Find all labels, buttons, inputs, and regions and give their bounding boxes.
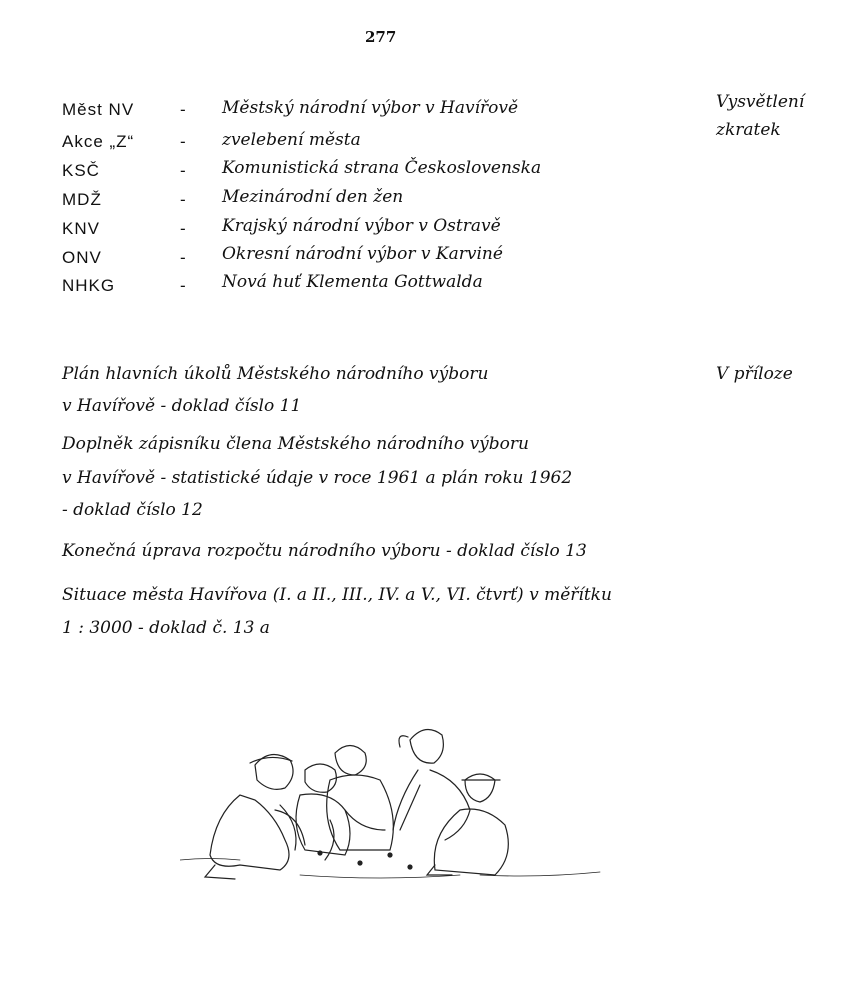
abbreviation: MDŽ: [62, 190, 102, 209]
dash: -: [180, 190, 186, 209]
dash: -: [180, 276, 186, 295]
abbreviation: KNV: [62, 219, 100, 238]
attachment-line: - doklad číslo 12: [62, 500, 203, 520]
abbreviation-meaning: Mezinárodní den žen: [222, 187, 404, 207]
abbreviation-meaning: Krajský národní výbor v Ostravě: [222, 216, 501, 236]
abbreviation: ONV: [62, 248, 102, 267]
abbreviation: Měst NV: [62, 100, 135, 119]
attachment-line: Konečná úprava rozpočtu národního výboru - doklad číslo 13: [62, 541, 587, 561]
abbreviation: KSČ: [62, 161, 100, 180]
side-note-abbreviations: Vysvětlení: [716, 92, 805, 112]
attachment-line: 1 : 3000 - doklad č. 13 a: [62, 618, 270, 638]
abbreviation-meaning: zvelebení města: [222, 130, 361, 150]
attachment-line: Doplněk zápisníku člena Městského národního výboru: [62, 434, 529, 454]
abbreviation-meaning: Městský národní výbor v Havířově: [222, 98, 519, 118]
abbreviation: NHKG: [62, 276, 116, 295]
side-note-abbreviations: zkratek: [716, 120, 781, 140]
abbreviation-meaning: Okresní národní výbor v Karviné: [222, 244, 503, 264]
abbreviation-meaning: Komunistická strana Československa: [222, 158, 542, 178]
dash: -: [180, 219, 186, 238]
attachment-line: v Havířově - statistické údaje v roce 1961 a plán roku 1962: [62, 468, 573, 488]
dash: -: [180, 248, 186, 267]
abbreviation-meaning: Nová huť Klementa Gottwalda: [222, 272, 483, 292]
side-note-attachments: V příloze: [716, 364, 793, 384]
dash: -: [180, 161, 186, 180]
abbreviation: Akce „Z“: [62, 132, 135, 151]
children-playing-marbles-illustration: [180, 725, 610, 890]
dash: -: [180, 132, 186, 151]
page-number: 277: [365, 28, 397, 46]
attachment-line: Plán hlavních úkolů Městského národního výboru: [62, 364, 489, 384]
dash: -: [180, 100, 186, 119]
attachment-line: Situace města Havířova (I. a II., III., IV. a V., VI. čtvrť) v měřítku: [62, 585, 612, 605]
attachment-line: v Havířově - doklad číslo 11: [62, 396, 302, 416]
